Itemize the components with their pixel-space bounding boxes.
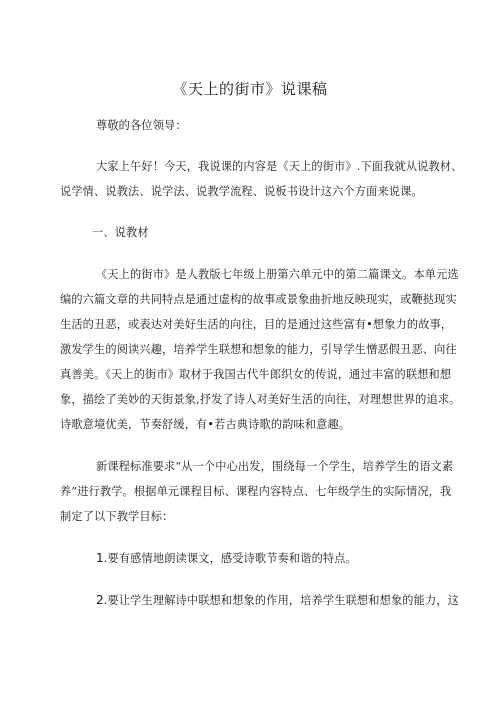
standard-line-3: 制定了以下教学目标： xyxy=(60,510,174,523)
textbook-line-2: 编的六篇文章的共同特点是通过虚构的故事或景象曲折地反映现实，或鞭挞现实 xyxy=(60,293,457,306)
section-heading: 一、说教材 xyxy=(92,226,149,239)
textbook-line-4: 激发学生的阅读兴趣，培养学生联想和想象的能力，引导学生憎恶假丑恶、向往 xyxy=(60,343,457,356)
goal-number: 1 xyxy=(96,551,104,565)
intro-line-1: 大家上午好！今天，我说课的内容是《天上的街市》.下面我就从说教材、 xyxy=(96,160,463,173)
goal-text: .要让学生理解诗中联想和想象的作用，培养学生联想和想象的能力，这 xyxy=(103,594,459,607)
goal-text: .要有感情地朗读课文，感受诗歌节奏和谐的特点。 xyxy=(103,552,357,565)
goal-item-2 xyxy=(96,593,459,608)
intro-line-2: 说学情、说教法、说学法、说教学流程、说板书设计这六个方面来说课。 xyxy=(60,185,423,198)
textbook-line-7: 诗歌意境优美，节奏舒缓，有•若古典诗歌的韵味和意趣。 xyxy=(60,418,351,431)
textbook-line-5: 真善美。《天上的街市》取材于我国古代牛郎织女的传说，通过丰富的联想和想 xyxy=(60,368,452,381)
standard-line-1: 新课程标准要求“从一个中心出发，围绕每一个学生，培养学生的语文素 xyxy=(96,460,454,473)
textbook-line-6: 象，描绘了美妙的天街景象,抒发了诗人对美好生活的向往，对理想世界的追求。 xyxy=(60,393,461,406)
goal-item-1 xyxy=(96,551,357,566)
document-title: 《天上的街市》说课稿 xyxy=(172,80,328,98)
salutation: 尊敬的各位领导： xyxy=(96,119,187,132)
goal-number: 2 xyxy=(96,593,104,607)
standard-line-2: 养”进行教学。根据单元课程目标、课程内容特点、七年级学生的实际情况，我 xyxy=(60,485,452,498)
textbook-line-1: 《天上的街市》是人教版七年级上册第六单元中的第二篇课文。本单元选 xyxy=(96,268,459,281)
textbook-line-3: 生活的丑恶，或表达对美好生活的向往，目的是通过这些富有•想象力的故事， xyxy=(60,318,453,331)
